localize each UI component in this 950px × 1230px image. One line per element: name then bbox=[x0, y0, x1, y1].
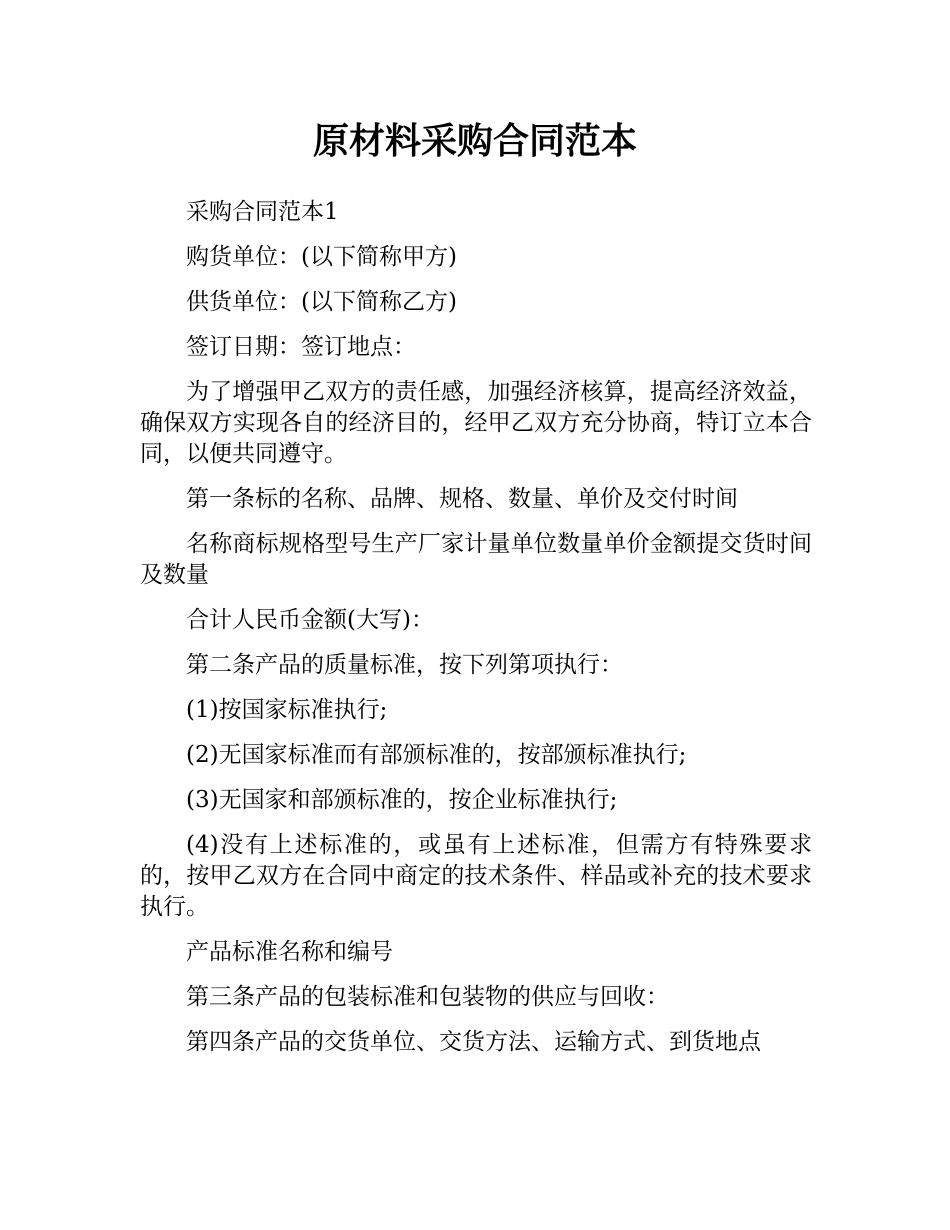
paragraph-preamble: 为了增强甲乙双方的责任感，加强经济核算，提高经济效益，确保双方实现各自的经济目的，经甲乙双方充分协商，特订立本合同，以便共同遵守。 bbox=[140, 379, 812, 467]
paragraph-product-standard-name: 产品标准名称和编号 bbox=[186, 939, 393, 965]
paragraph-standard-1: (1)按国家标准执行; bbox=[186, 697, 388, 723]
paragraph-total-amount: 合计人民币金额(大写)： bbox=[186, 607, 434, 633]
paragraph-standard-2: (2)无国家标准而有部颁标准的，按部颁标准执行; bbox=[186, 742, 687, 768]
paragraph-supplier: 供货单位：(以下简称乙方) bbox=[186, 289, 457, 315]
paragraph-contract-sample-label: 采购合同范本1 bbox=[186, 199, 339, 225]
document-title: 原材料采购合同范本 bbox=[312, 121, 637, 162]
paragraph-item-columns: 名称商标规格型号生产厂家计量单位数量单价金额提交货时间及数量 bbox=[140, 531, 812, 588]
paragraph-standard-4: (4)没有上述标准的，或虽有上述标准，但需方有特殊要求的，按甲乙双方在合同中商定的技术条件、样品或补充的技术要求执行。 bbox=[140, 832, 812, 920]
paragraph-article-4: 第四条产品的交货单位、交货方法、运输方式、到货地点 bbox=[186, 1029, 761, 1055]
paragraph-article-3: 第三条产品的包装标准和包装物的供应与回收： bbox=[186, 984, 669, 1010]
document-body bbox=[140, 197, 812, 1072]
paragraph-standard-3: (3)无国家和部颁标准的，按企业标准执行; bbox=[186, 787, 618, 813]
paragraph-article-1: 第一条标的名称、品牌、规格、数量、单价及交付时间 bbox=[186, 486, 738, 512]
paragraph-signing-date-place: 签订日期：签订地点： bbox=[186, 334, 416, 360]
paragraph-buyer: 购货单位：(以下简称甲方) bbox=[186, 244, 457, 270]
paragraph-article-2: 第二条产品的质量标准，按下列第项执行： bbox=[186, 652, 623, 678]
